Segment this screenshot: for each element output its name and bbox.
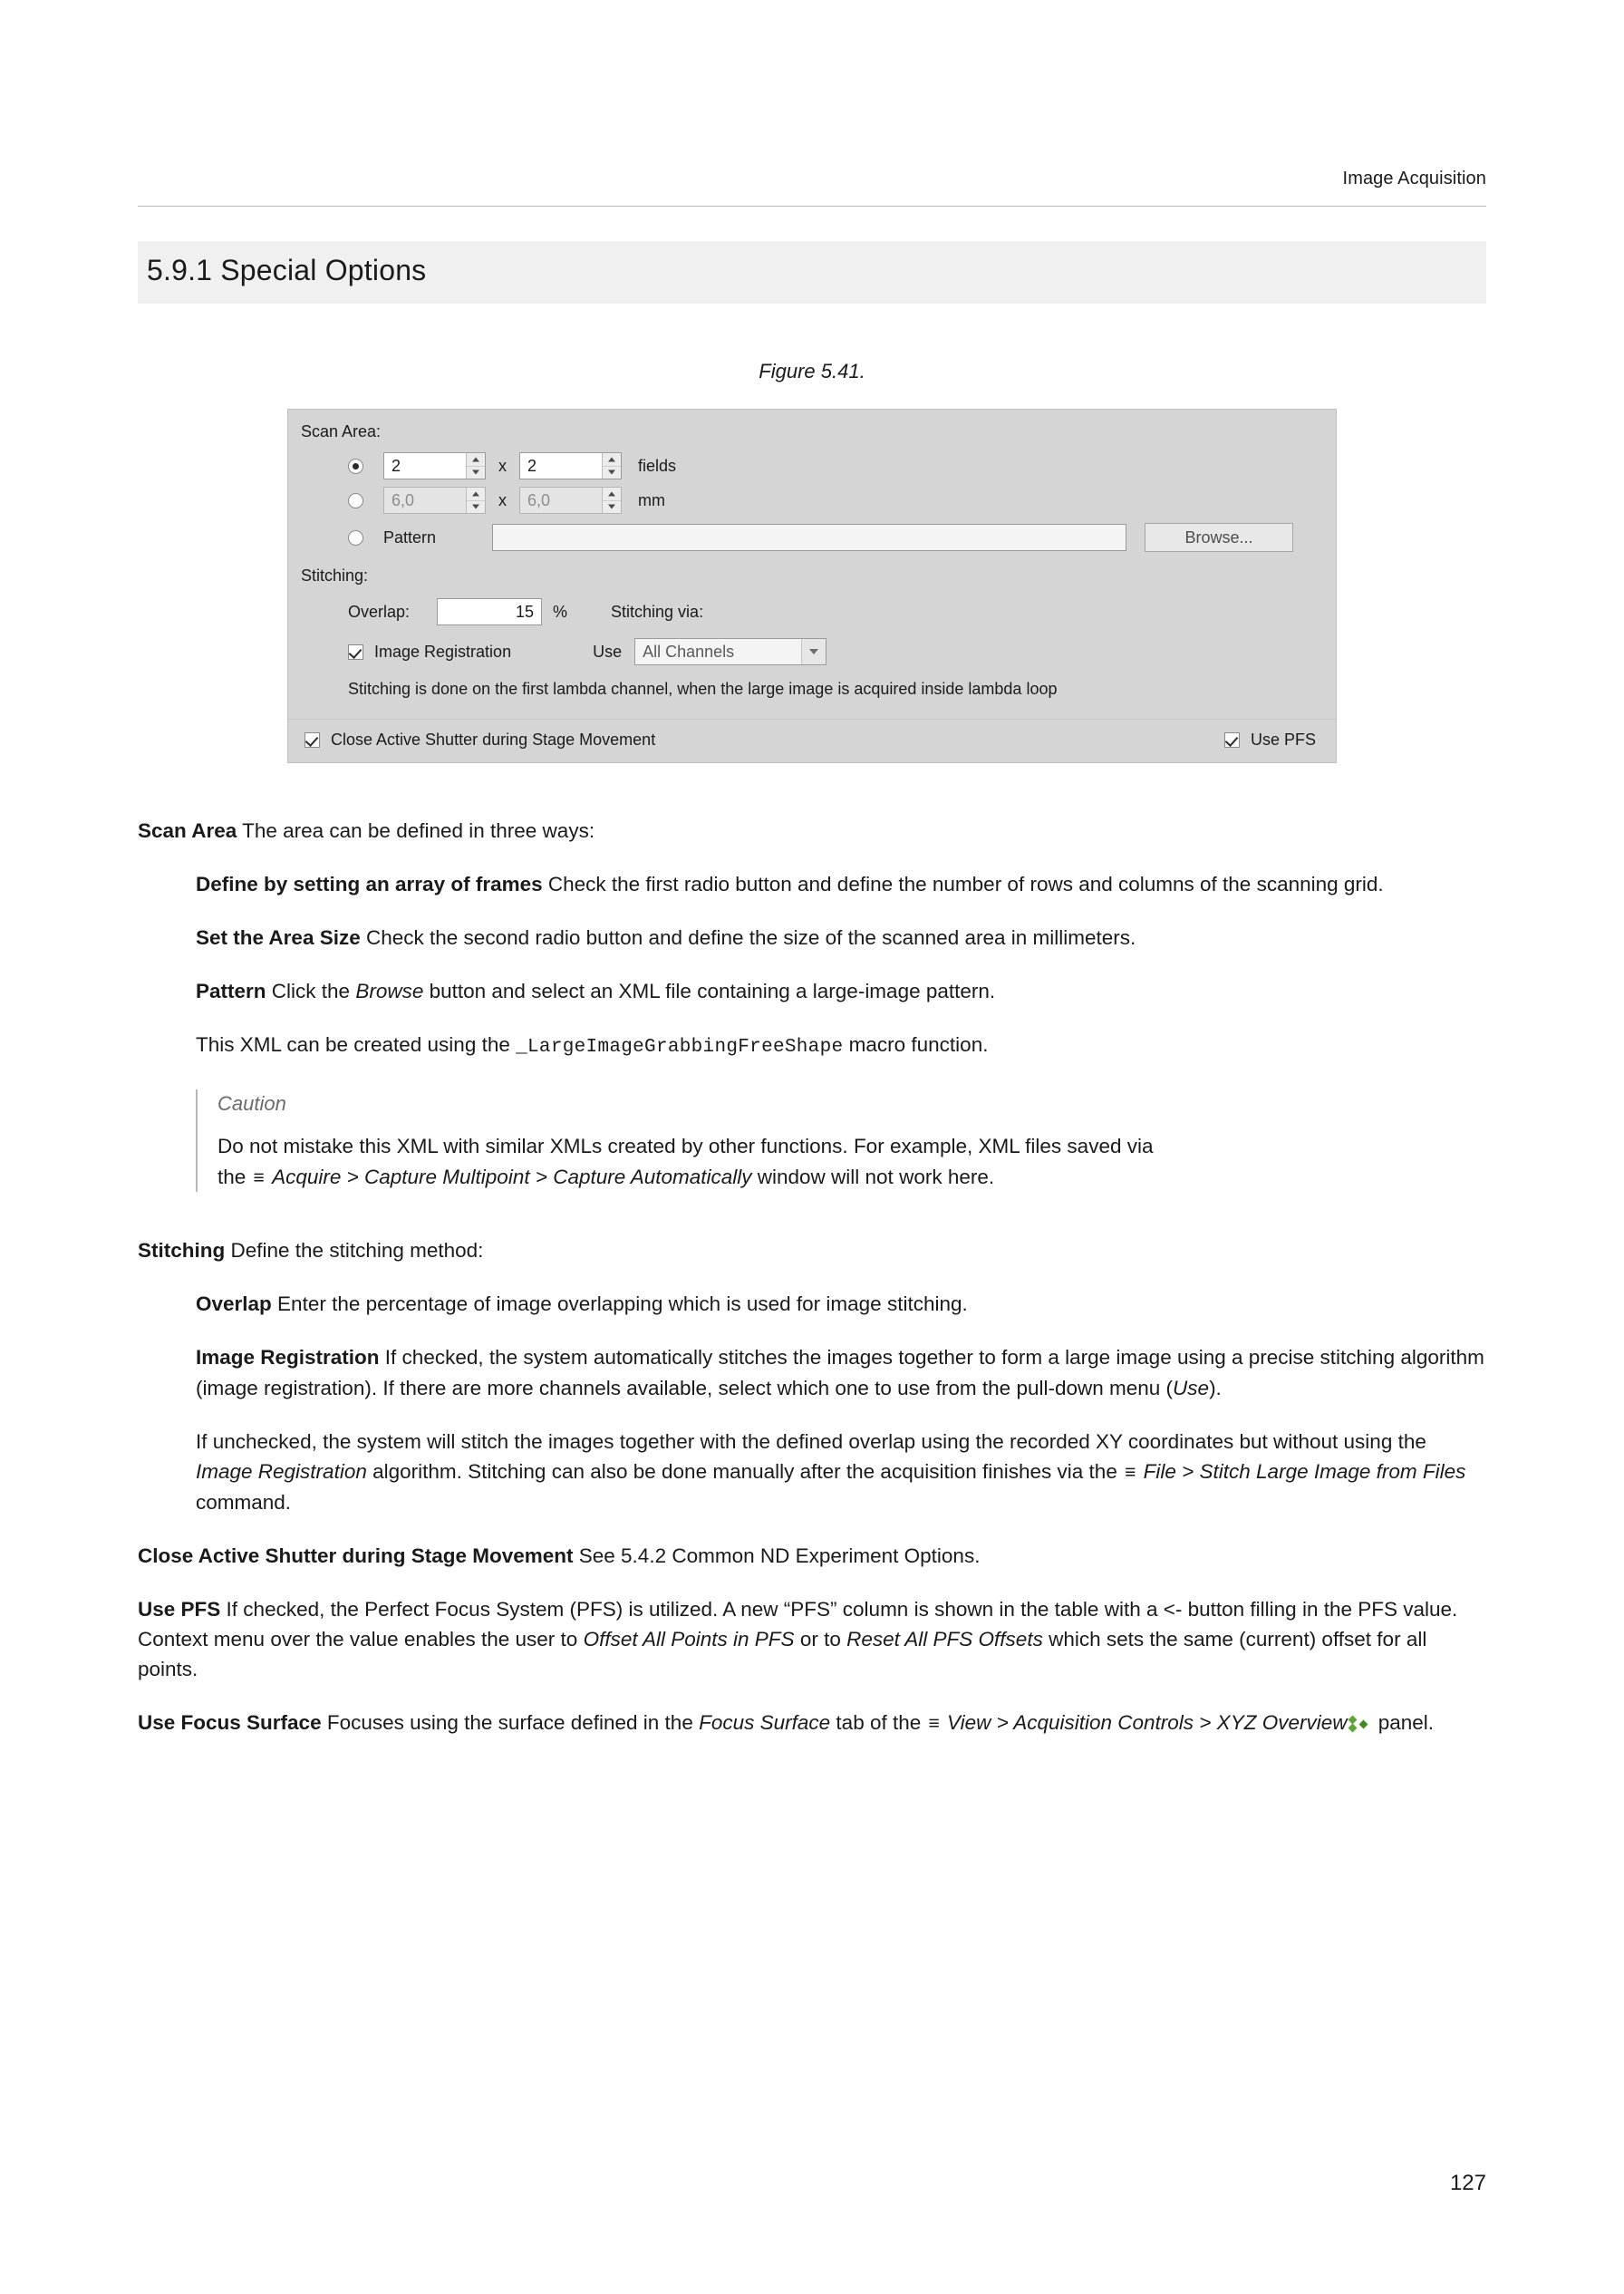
close-shutter-checkbox[interactable] (304, 732, 320, 748)
text-define-array: Check the first radio button and define the number of rows and columns of the scanning grid. (542, 873, 1384, 896)
text-unchecked-2: algorithm. Stitching can also be done manually after the acquisition finishes via the (366, 1459, 1124, 1483)
text-pattern-1: Click the (266, 980, 356, 1003)
para-stitching (138, 1235, 1486, 1265)
para-use-pfs (138, 1594, 1486, 1684)
mm-times-label: x (498, 490, 507, 509)
term-use-pfs: Use PFS (138, 1597, 221, 1621)
para-overlap (196, 1289, 1486, 1319)
em-use: Use (1173, 1376, 1210, 1399)
radio-pattern[interactable] (348, 530, 363, 546)
text-set-area-size: Check the second radio button and define the size of the scanned area in millimeters. (360, 926, 1136, 950)
chevron-down-icon[interactable] (801, 639, 826, 664)
text-use-pfs-1: If checked, the Perfect Focus System (PFS) is utilized. A new “PFS” column is shown in the table with a <- button filling in the PFS value. Context menu over the value enables the user to (138, 1597, 1458, 1650)
mm-rows-value[interactable]: 6,0 (392, 490, 415, 509)
caution-block (196, 1089, 1486, 1192)
fields-cols-value[interactable]: 2 (527, 456, 537, 475)
em-browse: Browse (355, 980, 424, 1003)
stitching-label: Stitching: (301, 566, 369, 585)
mm-rows-stepper[interactable] (383, 487, 486, 514)
term-set-area-size: Set the Area Size (196, 926, 361, 950)
pattern-label: Pattern (383, 528, 437, 547)
use-pfs-row[interactable] (1224, 731, 1316, 750)
overlap-label: Overlap: (348, 602, 411, 621)
term-image-registration: Image Registration (196, 1346, 380, 1370)
text-use-pfs-3: which sets the same (current) offset for all points. (138, 1627, 1427, 1680)
caution-title: Caution (218, 1092, 286, 1116)
caution-body (218, 1131, 1486, 1192)
channel-select[interactable] (634, 638, 826, 665)
use-label: Use (593, 642, 623, 661)
em-file-stitch-path: File > Stitch Large Image from Files (1143, 1459, 1466, 1483)
term-use-focus-surface: Use Focus Surface (138, 1710, 322, 1734)
mm-cols-value[interactable]: 6,0 (527, 490, 551, 509)
use-pfs-label: Use PFS (1250, 731, 1316, 749)
hamburger-menu-icon: ≡ (253, 1166, 265, 1188)
text-close-shutter: See 5.4.2 Common ND Experiment Options. (573, 1544, 981, 1567)
fields-cols-stepper[interactable] (519, 452, 622, 479)
macro-name: _LargeImageGrabbingFreeShape (516, 1037, 844, 1059)
term-pattern: Pattern (196, 980, 266, 1003)
radio-area-size[interactable] (348, 493, 363, 508)
fields-rows-arrows[interactable] (466, 453, 485, 479)
hamburger-menu-icon-2: ≡ (1125, 1461, 1136, 1483)
text-xml-2: macro function. (843, 1033, 989, 1057)
text-focus-surface-2: tab of the (830, 1710, 927, 1734)
figure-caption: Figure 5.41. (759, 360, 865, 382)
para-scan-area (138, 816, 1486, 846)
percent-label: % (553, 602, 568, 621)
text-xml-1: This XML can be created using the (196, 1033, 517, 1057)
header-rule (138, 206, 1486, 207)
page-number: 127 (1449, 2171, 1486, 2195)
caution-line-2-post: window will not work here. (751, 1165, 995, 1188)
use-pfs-checkbox[interactable] (1224, 732, 1240, 748)
term-scan-area: Scan Area (138, 819, 237, 842)
para-image-registration (196, 1342, 1486, 1402)
term-define-array: Define by setting an array of frames (196, 873, 543, 896)
para-xml-macro (196, 1030, 1486, 1062)
para-unchecked (196, 1427, 1486, 1517)
text-overlap: Enter the percentage of image overlapping which is used for image stitching. (271, 1292, 968, 1316)
text-scan-area: The area can be defined in three ways: (237, 819, 595, 842)
xyz-overview-icon (1349, 1716, 1369, 1732)
image-registration-label: Image Registration (374, 642, 512, 661)
page-title: 5.9.1 Special Options (147, 254, 427, 286)
pattern-path-input[interactable] (492, 524, 1126, 551)
text-unchecked-1: If unchecked, the system will stitch the images together with the defined overlap using the recorded XY coordinates but without using the (196, 1429, 1426, 1453)
running-head: Image Acquisition (1342, 169, 1486, 189)
para-close-shutter (138, 1541, 1486, 1571)
em-offset-all-points: Offset All Points in PFS (583, 1627, 795, 1650)
text-unchecked-3: command. (196, 1490, 292, 1514)
text-stitching: Define the stitching method: (225, 1239, 484, 1263)
text-use-pfs-2: or to (794, 1627, 847, 1650)
text-focus-surface-1: Focuses using the surface defined in the (321, 1710, 700, 1734)
term-overlap: Overlap (196, 1292, 272, 1316)
text-focus-surface-3: panel. (1372, 1710, 1435, 1734)
para-set-area-size (196, 923, 1486, 953)
close-shutter-label: Close Active Shutter during Stage Movement (331, 731, 656, 749)
browse-button[interactable]: Browse... (1145, 523, 1293, 552)
channel-select-value: All Channels (643, 642, 735, 661)
fields-rows-value[interactable]: 2 (392, 456, 401, 475)
term-close-shutter: Close Active Shutter during Stage Movement (138, 1544, 574, 1567)
radio-fields[interactable] (348, 459, 363, 474)
para-define-array (196, 869, 1486, 899)
body-content (138, 816, 1486, 1738)
caution-menu-path: Acquire > Capture Multipoint > Capture Automatically (272, 1165, 752, 1188)
em-view-acq-controls-path: View > Acquisition Controls > XYZ Overview (947, 1710, 1348, 1734)
text-image-registration-1: If checked, the system automatically stitches the images together to form a large image using a precise stitching algorithm (image registration). If there are more channels available, select which one to use from the pull-down menu ( (196, 1346, 1484, 1399)
stitching-note: Stitching is done on the first lambda channel, when the large image is acquired inside lambda loop (348, 680, 1058, 698)
caution-line-2-pre: the (218, 1165, 252, 1188)
image-registration-checkbox[interactable] (348, 644, 363, 660)
text-pattern-2: button and select an XML file containing a large-image pattern. (423, 980, 996, 1003)
text-image-registration-2: ). (1209, 1376, 1222, 1399)
scan-area-dialog (287, 409, 1337, 763)
hamburger-menu-icon-3: ≡ (928, 1712, 940, 1734)
figure-wrapper (138, 409, 1486, 763)
fields-cols-arrows[interactable] (602, 453, 621, 479)
close-shutter-row[interactable] (304, 731, 655, 750)
em-image-registration: Image Registration (196, 1459, 367, 1483)
caution-line-1: Do not mistake this XML with similar XMLs created by other functions. For example, XML files saved via (218, 1135, 1154, 1158)
em-reset-all-offsets: Reset All PFS Offsets (846, 1627, 1043, 1650)
em-focus-surface: Focus Surface (699, 1710, 831, 1734)
para-pattern (196, 976, 1486, 1006)
scan-area-label: Scan Area: (301, 422, 382, 440)
mm-cols-arrows[interactable] (602, 488, 621, 513)
section-heading-band (138, 241, 1486, 304)
mm-unit-label: mm (638, 490, 665, 509)
term-stitching: Stitching (138, 1239, 226, 1263)
fields-unit-label: fields (638, 456, 677, 475)
stitching-via-label: Stitching via: (611, 602, 704, 621)
para-use-focus-surface (138, 1708, 1486, 1738)
fields-rows-stepper[interactable] (383, 452, 486, 479)
overlap-input[interactable]: 15 (437, 598, 542, 625)
dialog-footer (288, 720, 1336, 762)
mm-rows-arrows[interactable] (466, 488, 485, 513)
mm-cols-stepper[interactable] (519, 487, 622, 514)
fields-times-label: x (498, 456, 507, 475)
